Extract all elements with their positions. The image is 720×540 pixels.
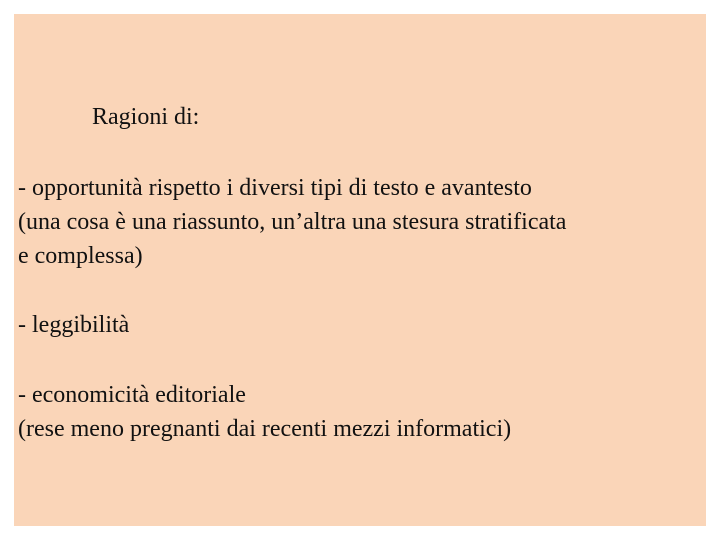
reason-economy bbox=[18, 378, 511, 446]
slide bbox=[14, 14, 706, 526]
reason-line: - opportunità rispetto i diversi tipi di testo e avantesto bbox=[18, 175, 532, 201]
reason-line: - economicità editoriale bbox=[18, 382, 246, 408]
reason-line: (rese meno pregnanti dai recenti mezzi informatici) bbox=[18, 416, 512, 442]
reason-readability bbox=[18, 308, 129, 342]
reason-line: (una cosa è una riassunto, un’altra una stesura stratificata bbox=[18, 209, 567, 235]
reason-line: e complessa) bbox=[18, 243, 143, 269]
reason-line: - leggibilità bbox=[18, 312, 130, 338]
slide-heading: Ragioni di: bbox=[92, 104, 200, 130]
reason-opportunity bbox=[18, 171, 566, 273]
